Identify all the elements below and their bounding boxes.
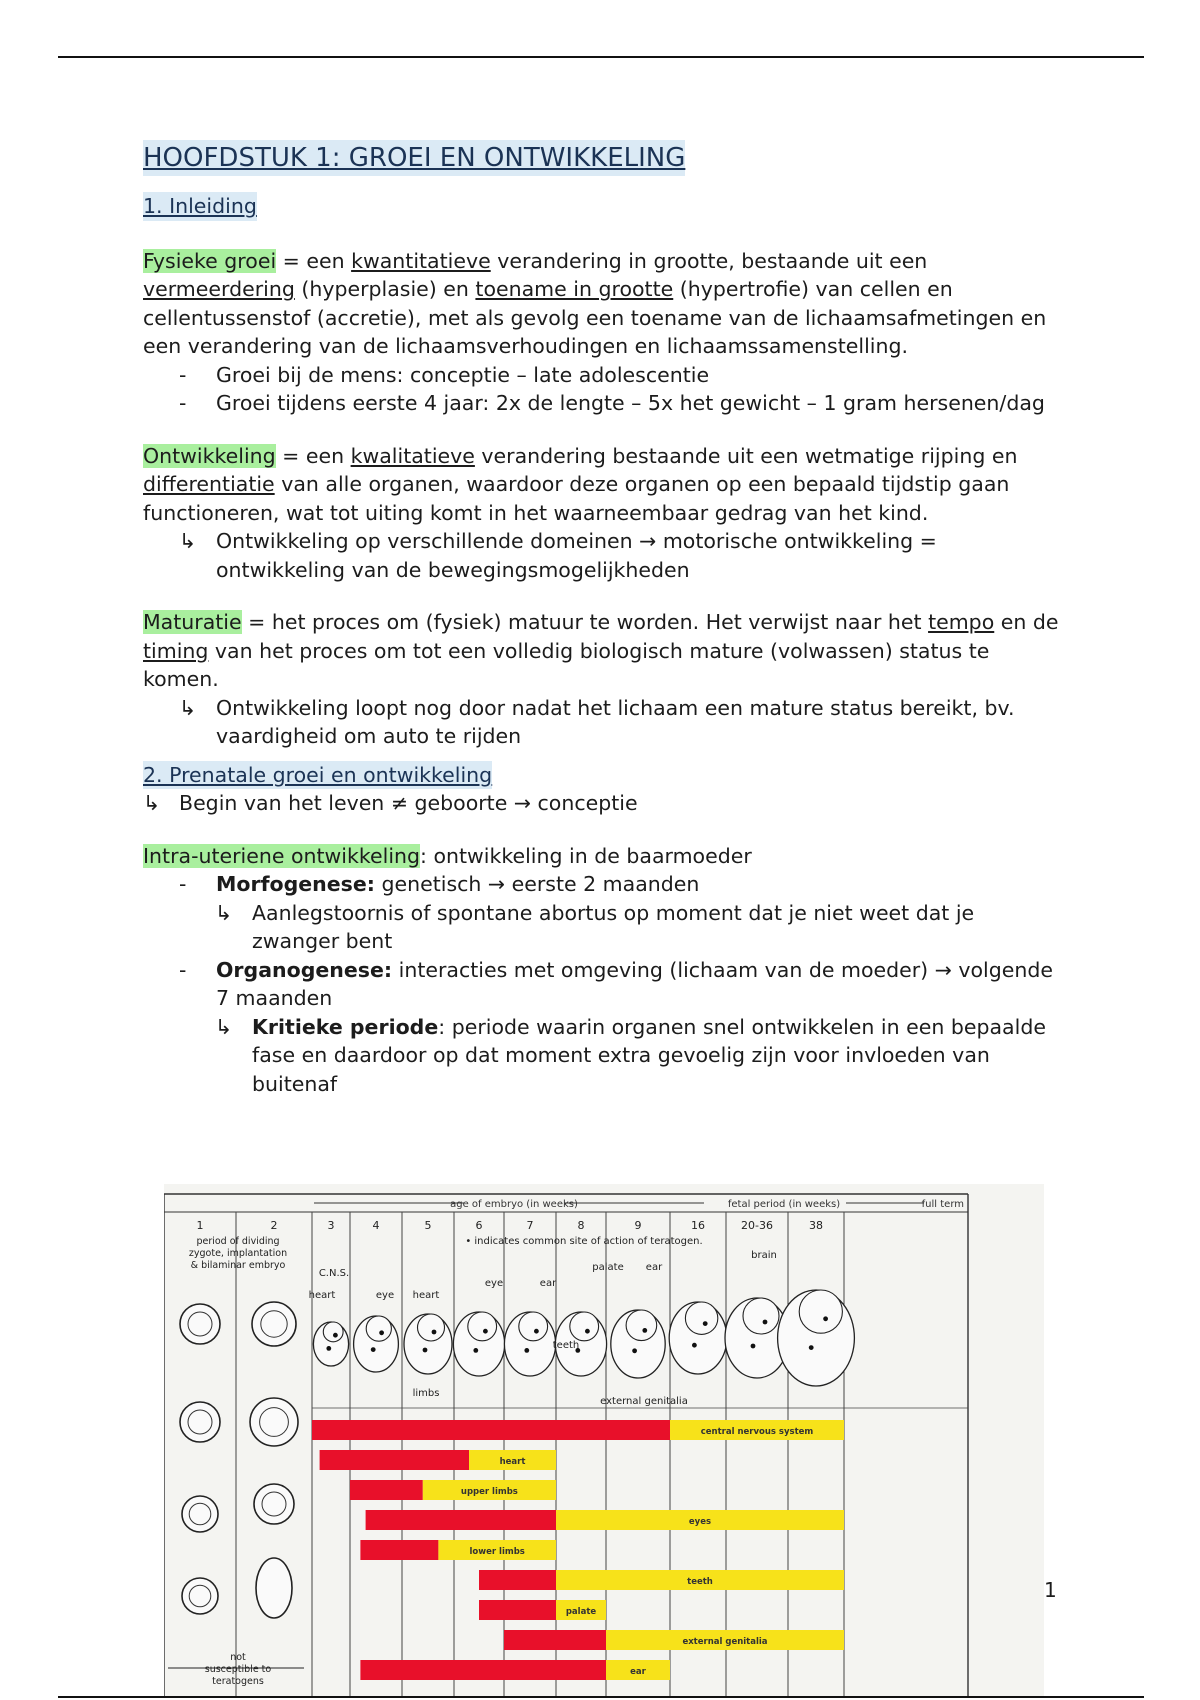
return-arrow-icon: ↳ [179,695,197,720]
label-limbs: limbs [412,1388,440,1399]
section-1-heading: 1. Inleiding [143,192,257,221]
return-arrow-icon: ↳ [179,529,197,553]
list-item: - Groei tijdens eerste 4 jaar: 2x de lengte – 5x het gewicht – 1 gram hersenen/dag [179,391,1045,415]
intra-uteriene-paragraph: Intra-uteriene ontwikkeling: ontwikkeling in de baarmoeder [143,843,752,868]
bar-red-segment [504,1630,606,1650]
label-brain: brain [751,1250,777,1261]
bar-red-segment [312,1420,670,1440]
label-eye: eye [375,1290,395,1301]
label-not-susceptible: susceptible to [204,1664,272,1675]
return-arrow-icon: ↳ [215,900,233,925]
fysieke-groei-paragraph: Fysieke groei = een kwantitatieve verandering in grootte, bestaande uit een vermeerdering (hyperplasie) en toename in grootte (hypertrofie) van cellen en cellentussenstof (accretie), met als gevolg een toename van de lichaamsafmetingen en een verandering van de lichaamsverhoudingen en lichaamssamenstelling. [143,248,1047,358]
term-fysieke-groei: Fysieke groei [143,248,277,273]
embryo-drawing [504,1312,555,1376]
label-ear2: ear [645,1262,663,1273]
header-fetal: fetal period (in weeks) [727,1199,841,1210]
label-heart2: heart [412,1290,440,1301]
label-ear: ear [539,1278,557,1289]
arrow-item: ↳ Aanlegstoornis of spontane abortus op moment dat je niet weet dat je zwanger bent [215,900,975,953]
column-label: 38 [809,1219,823,1232]
bar-red-segment [366,1510,556,1530]
annotation-text: period of dividing [196,1236,280,1247]
term-maturatie: Maturatie [143,610,242,634]
page-title: HOOFDSTUK 1: GROEI EN ONTWIKKELING [143,140,685,176]
bar-label: ear [630,1667,646,1677]
section-2-heading: 2. Prenatale groei en ontwikkeling [143,761,492,790]
label-palate: palate [592,1262,624,1273]
label-not-susceptible: teratogens [212,1676,264,1687]
bar-external-genitalia [504,1630,844,1650]
column-label: 3 [327,1219,335,1232]
arrow-item: ↳ Kritieke periode: periode waarin organen snel ontwikkelen in een bepaalde fase en daardoor op dat moment extra gevoelig zijn voor invloeden van buitenaf [215,1014,1046,1096]
bar-label: central nervous system [700,1427,814,1437]
header-embryo: age of embryo (in weeks) [450,1199,578,1210]
column-label: 1 [196,1219,204,1232]
bar-palate [479,1600,606,1620]
list-item: - Morfogenese: genetisch → eerste 2 maanden [179,872,700,896]
label-cns: C.N.S. [318,1268,350,1279]
column-label: 9 [634,1219,642,1232]
column-label: 8 [577,1219,585,1232]
amnion-drawing [250,1398,298,1446]
label-genitalia: external genitalia [600,1396,688,1407]
morula-drawing [180,1402,220,1442]
bar-ear [360,1660,670,1680]
bar-central-nervous-system [312,1420,844,1440]
embryo-drawing [778,1290,855,1386]
page-number: 1 [1044,1578,1057,1602]
embryo-drawing [313,1322,348,1366]
column-label: 4 [372,1219,380,1232]
bar-eyes [366,1510,844,1530]
embryo-drawing [669,1302,727,1374]
column-label: 2 [270,1219,278,1232]
bar-red-segment [360,1660,606,1680]
bar-label: eyes [688,1517,712,1527]
blastocyst-drawing [182,1496,218,1532]
maturatie-paragraph: Maturatie = het proces om (fysiek) matuur te worden. Het verwijst naar het tempo en de timing van het proces om tot een volledig biologisch mature (volwassen) status te komen. [143,610,1059,691]
bar-red-segment [350,1480,423,1500]
bottom-rule [58,1696,1144,1698]
bar-red-segment [479,1570,556,1590]
arrow-item: ↳ Ontwikkeling op verschillende domeinen → motorische ontwikkeling = ontwikkeling van de bewegingsmogelijkheden [179,529,937,582]
embryo-drawing [404,1314,452,1374]
label-teeth: teeth [552,1340,580,1351]
embryo-drawing [354,1316,399,1372]
bar-label: palate [565,1607,597,1617]
bar-red-segment [360,1540,438,1560]
bar-red-segment [479,1600,556,1620]
embryo-drawing [453,1312,504,1376]
bilaminar-drawing [254,1484,294,1524]
bar-label: teeth [687,1577,713,1587]
zygote-drawing [180,1304,220,1344]
column-label: 6 [475,1219,483,1232]
embryo-disc-drawing [252,1302,296,1346]
column-label: 16 [691,1219,705,1232]
teratogen-note: • indicates common site of action of teratogen. [465,1236,703,1247]
annotation-text: & bilaminar embryo [190,1260,286,1271]
document-page [143,140,1063,1098]
bar-label: heart [499,1457,526,1467]
column-label: 20-36 [741,1219,773,1232]
bar-label: external genitalia [682,1637,768,1647]
arrow-item: ↳ Ontwikkeling loopt nog door nadat het lichaam een mature status bereikt, bv. vaardigheid om auto te rijden [179,695,1015,748]
ontwikkeling-paragraph: Ontwikkeling = een kwalitatieve verandering bestaande uit een wetmatige rijping en differentiatie van alle organen, waardoor deze organen op een bepaald tijdstip gaan functioneren, wat tot uiting komt in het waarneembaar gedrag van het kind. [143,443,1018,525]
oval-drawing [256,1558,292,1618]
arrow-item: ↳ Begin van het leven ≠ geboorte → conceptie [143,789,1063,818]
implantation-drawing [182,1578,218,1614]
annotation-text: zygote, implantation [188,1248,288,1259]
list-item: - Organogenese: interacties met omgeving (lichaam van de moeder) → volgende 7 maanden [179,957,1053,1010]
bar-upper-limbs [350,1480,556,1500]
bar-teeth [479,1570,844,1590]
bar-red-segment [320,1450,469,1470]
embryo-drawing [611,1310,665,1378]
label-heart: heart [308,1290,336,1301]
return-arrow-icon: ↳ [143,791,161,815]
bar-lower-limbs [360,1540,556,1560]
top-rule [58,56,1144,58]
header-fullterm: full term [921,1199,964,1210]
column-label: 7 [526,1219,534,1232]
list-item: - Groei bij de mens: conceptie – late adolescentie [179,362,710,387]
label-eye2: eye [484,1278,504,1289]
column-label: 5 [424,1219,432,1232]
term-ontwikkeling: Ontwikkeling [143,443,276,468]
term-intra-uteriene: Intra-uteriene ontwikkeling [143,843,421,868]
bar-label: lower limbs [469,1547,525,1557]
critical-periods-figure [164,1184,1044,1696]
label-not-susceptible: not [230,1652,246,1663]
return-arrow-icon: ↳ [215,1014,233,1039]
bar-label: upper limbs [460,1487,518,1497]
bar-heart [320,1450,556,1470]
